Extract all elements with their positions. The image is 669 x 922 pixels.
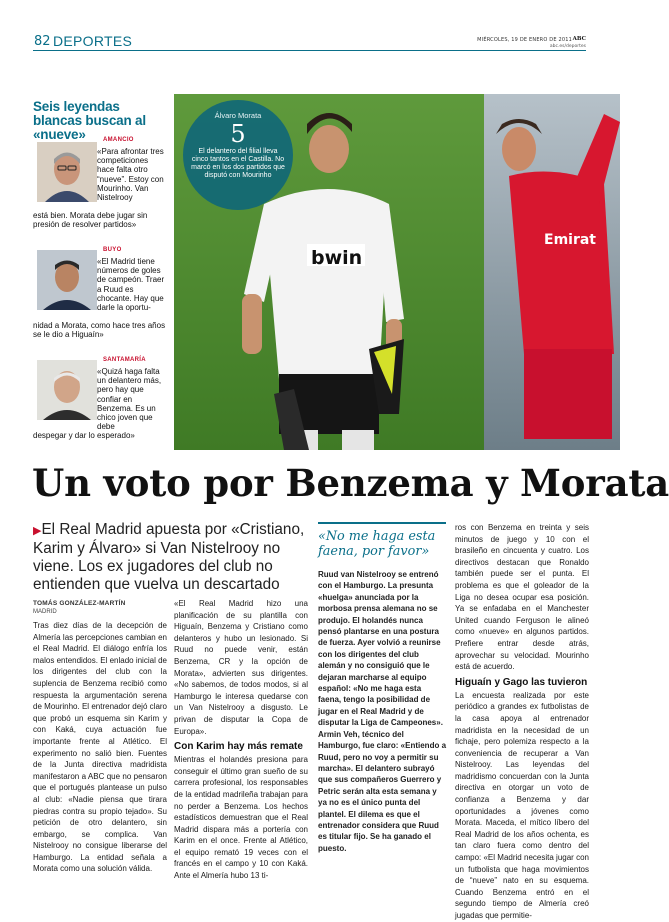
avatar bbox=[37, 250, 97, 310]
subhead-text: El Real Madrid apuesta por «Cristiano, Karim y Álvaro» si Van Nistelrooy no viene. Los ex jugadores del club no entienden que vuelva un descartado bbox=[33, 521, 305, 593]
avatar bbox=[37, 142, 97, 202]
header-rule bbox=[33, 50, 586, 51]
legend-quote: «Para afrontar tres competiciones hace falta otro “nueve”. Estoy con Mourinho. Van Nistelrooy bbox=[97, 147, 164, 203]
article-column-1: Tras diez días de la decepción de Almería las percepciones cambian en el Real Madrid. El diálogo enfría los malos entendidos. El enlado inicial de los dirigentes del club con la suplencia de Benzema recibió como respuesta la argumentación serena de Mourinho. El entrenador dejó claro que probó un esquema sin Karim y con Kaká, cuya actuación fue importante frente al Atlético. El experimento no salió bien. Fuentes de la Junta directiva madridista manifestaron a ABC que no pensaron que el portugués plantease un pulso al club: «Nadie piensa que tirara piedras contra su propio tejado». Su petición de otro delantero, sin embargo, se complica. Van Nistelrooy no consigue liberarse del Hamburgo. La entidad señala a Morata como una solución válida. bbox=[33, 621, 167, 874]
svg-text:Emirat: Emirat bbox=[544, 232, 596, 248]
column-paragraph: «El Real Madrid hizo una planificación de su plantilla con Higuaín, Benzema y Cristiano como delanteros y hubo un lesionado. Si Ruud no puede venir, están Benzema, CR y la opción de Morata», advierten sus dirigentes. «No sabemos, de todos modos, si al Hamburgo le interesa quedarse con un Van Nistelrooy a disgusto. Le privan de disputar la Copa de Europa». bbox=[174, 599, 308, 736]
legend-item bbox=[33, 357, 167, 449]
section-title: DEPORTES bbox=[53, 33, 133, 49]
column-paragraph: La encuesta realizada por este periódico a grandes ex futbolistas de la casa apoya al entrenador madridista en la necesidad de un fichaje, pero polemiza respecto a la conveniencia de recuperar a Van Nistelrooy. Las leyendas del madridismo concuerdan con la Junta directiva en otorgar un voto de confianza a Benzema y dar oportunidades a jóvenes como Morata. Maceda, el mítico líbero del Real Madrid de los años ochenta, es tan claro fuera como dentro del campo: «El Madrid necesita jugar con un futbolista que haga movimientos de “nueve” nato en su esquema. Cuando Benzema entró en el segundo tiempo de Almería creó jugadas que permitie- bbox=[455, 690, 589, 920]
column-subheading: Con Karim hay más remate bbox=[174, 741, 303, 753]
legend-name: AMANCIO bbox=[103, 137, 134, 143]
player-stat-badge bbox=[183, 100, 293, 210]
article-headline: Un voto por Benzema y Morata bbox=[32, 461, 669, 505]
sidebar-title: Seis leyendas blancas buscan al «nueve» bbox=[33, 99, 146, 142]
section-url: abc.es/deportes bbox=[549, 44, 586, 49]
legend-name: BUYO bbox=[103, 247, 122, 253]
byline: TOMÁS GONZÁLEZ-MARTÍN bbox=[33, 600, 126, 607]
brand-mark: ABC bbox=[572, 36, 586, 42]
article-subhead bbox=[33, 521, 305, 594]
legend-item bbox=[33, 137, 167, 229]
column-subheading: Higuaín y Gago las tuvieron bbox=[455, 676, 588, 688]
legend-quote-end: nidad a Morata, como hace tres años se le dio a Higuaín» bbox=[33, 321, 166, 340]
column-paragraph: Mientras el holandés presiona para conseguir el último gran sueño de su carrera profesional, los responsables de la entidad madrileña trabajan para no perder a Benzema. Los hechos estadísticos demuestran que el Real Madrid dispara más a portería con Karim en el once. Frente al Atlético, el equipo remató 19 veces con el francés en el campo y 10 con Kaká. Ante el Almería hubo 13 ti- bbox=[174, 755, 308, 881]
box-text: Ruud van Nistelrooy se entrenó con el Hamburgo. La presunta «huelga» anunciada por la morbosa prensa alemana no se produjo. El holandés nunca pensó plantarse en una postura de fuerza. Ayer volvió a reunirse con los dirigentes del club alemán y no consiguió que le dejaran marcharse al equipo español: «No me haga esta faena, tengo la posibilidad de jugar en el Real Madrid y de disputar la Liga de Campeones». Armin Veh, técnico del Hamburgo, fue claro: «Entiendo a Ruud, pero no voy a permitir su marcha». El delantero subrayó que sus compañeros Guerrero y Petric serán alta esta semana y ya no es el único punta del plantel. El dilema es que el entrenador considera que Ruud es titular fijo. Se ha ganado el puesto. bbox=[318, 570, 447, 853]
sidebar-box bbox=[318, 522, 447, 853]
legend-quote-end: está bien. Morata debe jugar sin presión de resolver partidos» bbox=[33, 211, 148, 230]
dateline-location: MADRID bbox=[33, 609, 57, 615]
legend-item bbox=[33, 247, 167, 339]
article-column-4 bbox=[455, 522, 589, 922]
avatar bbox=[37, 360, 97, 420]
page-number: 82 bbox=[34, 34, 51, 49]
page-header bbox=[0, 0, 620, 56]
legend-quote-end: despegar y dar lo esperado» bbox=[33, 431, 135, 440]
column-paragraph: ros con Benzema en treinta y seis minutos de juego y 10 con el brasileño en cincuenta y cuatro. Los directivos destacan que Ronaldo también puede ser el punta. El problema es que el goleador de la Liga no desea ocupar esa posición. Ya se enfadaba en el Manchester United cuando Ferguson le alineó como «nueve» en algunos partidos. Prefiere entrar desde atrás, aprovechar su velocidad. Mourinho está de acuerdo. bbox=[455, 523, 589, 672]
article-column-2 bbox=[174, 598, 308, 882]
bullet-triangle-icon: ▶ bbox=[33, 525, 42, 537]
legend-quote: «El Madrid tiene números de goles de campeón. Traer a Ruud es chocante. Hay que darle la oportu- bbox=[97, 257, 165, 313]
svg-text:bwin: bwin bbox=[311, 247, 363, 269]
legend-name: SANTAMARÍA bbox=[103, 357, 146, 363]
issue-date: MIÉRCOLES, 19 DE ENERO DE 2011 bbox=[477, 37, 572, 43]
legends-sidebar bbox=[33, 100, 167, 448]
box-heading: «No me haga esta faena, por favor» bbox=[318, 529, 436, 559]
badge-name: Álvaro Morata bbox=[214, 111, 262, 120]
legend-quote: «Quizá haga falta un delantero más, pero hay que confiar en Benzema. Es un chico joven que debe bbox=[97, 367, 162, 432]
badge-number: 5 bbox=[230, 120, 246, 148]
badge-text: El delantero del filial lleva cinco tantos en el Castilla. No marcó en los dos partidos que disputó con Mourinho bbox=[191, 148, 285, 179]
